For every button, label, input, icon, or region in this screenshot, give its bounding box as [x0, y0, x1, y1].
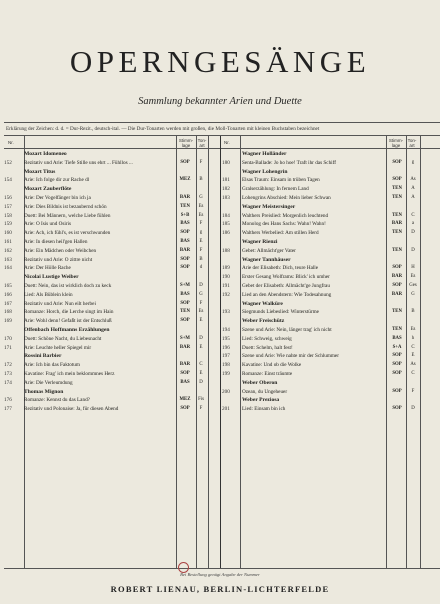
entry-number: 192: [222, 291, 230, 298]
entry-number: 183: [222, 194, 230, 201]
entry-title: Romanze: Horch, die Lerche singt im Hain: [24, 309, 114, 316]
entry-key: E: [199, 344, 203, 350]
left-number-header: Nr.: [8, 140, 14, 145]
entry-voice: BAS: [180, 238, 190, 244]
entry-key: As: [410, 362, 416, 368]
entry-key: A: [411, 194, 415, 200]
catalog-entry: [4, 247, 218, 256]
catalog-entry: [4, 212, 218, 221]
entry-key: Es: [198, 203, 204, 209]
opera-heading: [4, 273, 218, 282]
entry-number: 190: [222, 274, 230, 281]
entry-voice: TEN: [392, 309, 402, 315]
entry-number: 174: [4, 379, 12, 386]
entry-title: Lied an den Abendstern: Wie Todesahnung: [242, 291, 332, 298]
entry-title: Rezitativ und Polonaise: Ja, für diesen Abend: [24, 406, 119, 413]
catalog-entry: [222, 344, 436, 353]
entry-title: Arie der Elisabeth: Dich, teure Halle: [242, 265, 319, 272]
opera-heading: [222, 238, 436, 247]
catalog-entry: [4, 194, 218, 203]
entry-number: 194: [222, 326, 230, 333]
catalog-entry: [4, 291, 218, 300]
entry-title: Mozart Titus: [24, 168, 56, 175]
entry-voice: TEN: [392, 230, 402, 236]
entry-title: Arie: Ich folge dir zur Rache dl: [24, 177, 90, 184]
entry-key: G: [411, 291, 415, 297]
entry-key: E: [199, 318, 203, 324]
entry-voice: BAR: [179, 362, 191, 368]
catalog-entry: [222, 361, 436, 370]
entry-voice: MEZ: [179, 397, 191, 403]
top-rule: [4, 122, 440, 123]
entry-title: Elsas Traum: Einsam in trüben Tagen: [242, 177, 320, 184]
entry-title: Szene und Arie: Nein, länger trag' ich nicht: [242, 326, 332, 333]
catalog-entry: [222, 247, 436, 256]
entry-number: 170: [4, 335, 12, 342]
entry-title: Weber Preziosa: [242, 397, 280, 404]
entry-number: 199: [222, 370, 230, 377]
entry-title: Rezitativ und Arie: O zittre nicht: [24, 256, 93, 263]
catalog-entry: [222, 185, 436, 194]
catalog-entry: [4, 264, 218, 273]
entry-key: Es: [410, 274, 416, 280]
catalog-entry: [222, 405, 436, 414]
entry-number: 166: [4, 291, 12, 298]
entry-title: Duett: Bei Männern, welche Liebe fühlen: [24, 212, 111, 219]
catalog-entry: [4, 396, 218, 405]
catalog-entry: [4, 308, 218, 317]
bottom-rule: [4, 568, 440, 569]
opera-heading: [222, 317, 436, 326]
entry-title: Arie: Ich bin das Faktotum: [24, 362, 80, 369]
catalog-entry: [4, 344, 218, 353]
entry-title: Arie: Ein Mädchen oder Weibchen: [24, 247, 97, 254]
entry-title: Romanze: Kennst du das Land?: [24, 397, 90, 404]
opera-heading: [4, 150, 218, 159]
entry-key: h: [411, 335, 415, 341]
entry-voice: SOP: [180, 159, 190, 165]
entry-voice: SOP: [180, 318, 190, 324]
center-divider: [220, 136, 221, 568]
catalog-entry: [4, 176, 218, 185]
entry-title: Gebet der Elisabeth: Allmächt'ge Jungfrau: [242, 282, 330, 289]
entry-number: 158: [4, 212, 12, 219]
entry-key: E: [199, 370, 203, 376]
publisher-imprint: ROBERT LIENAU, BERLIN-LICHTERFELDE: [110, 584, 330, 594]
entry-number: 173: [4, 370, 12, 377]
entry-key: A: [411, 186, 415, 192]
entry-title: Weber Freischütz: [242, 318, 285, 325]
entry-title: Arie: Die Verleumdung: [24, 379, 73, 386]
left-voice-header: Stimm-lage: [178, 138, 194, 148]
entry-voice: SOP: [392, 159, 402, 165]
entry-title: Ozean, du Ungeheuer: [242, 388, 288, 395]
entry-title: Lied: Einsam bin ich: [242, 406, 286, 413]
entry-title: Nicolai Lustige Weiber: [24, 274, 79, 281]
entry-voice: BAS: [180, 221, 190, 227]
entry-voice: BAR: [391, 291, 403, 297]
entry-key: D: [411, 247, 415, 253]
catalog-entry: [222, 212, 436, 221]
opera-heading: [4, 326, 218, 335]
entry-number: 171: [4, 344, 12, 351]
entry-title: Mozart Zauberflöte: [24, 186, 72, 193]
entry-key: F: [411, 388, 415, 394]
entry-title: Wagner Rienzi: [242, 238, 278, 245]
entry-number: 176: [4, 397, 12, 404]
entry-number: 167: [4, 300, 12, 307]
catalog-entry: [4, 256, 218, 265]
right-number-header: Nr.: [224, 140, 230, 145]
entry-voice: BAS: [180, 379, 190, 385]
entry-key: F: [199, 406, 203, 412]
entry-key: d: [199, 265, 203, 271]
entry-key: C: [411, 212, 415, 218]
entry-key: Fis: [198, 397, 204, 403]
entry-key: F: [199, 300, 203, 306]
entry-key: F: [199, 247, 203, 253]
entry-number: 180: [222, 159, 230, 166]
catalog-entry: [4, 300, 218, 309]
catalog-entry: [222, 282, 436, 291]
opera-heading: [222, 379, 436, 388]
entry-number: 198: [222, 362, 230, 369]
catalog-entry: [4, 379, 218, 388]
entry-number: 196: [222, 344, 230, 351]
entry-title: Arie: O Isis und Osiris: [24, 221, 71, 228]
page-subtitle: Sammlung bekannter Arien und Duette: [138, 96, 302, 107]
opera-heading: [222, 300, 436, 309]
entry-number: 163: [4, 256, 12, 263]
opera-heading: [222, 168, 436, 177]
entry-number: 191: [222, 282, 230, 289]
entry-title: Arie: Ach, ich fühl's, es ist verschwunden: [24, 230, 111, 237]
entry-voice: BAR: [391, 221, 403, 227]
legend-rule: [4, 135, 440, 136]
entry-title: Lied: Schweig, schweig: [242, 335, 292, 342]
entry-key: Ges: [409, 282, 417, 288]
entry-key: D: [199, 282, 203, 288]
entry-voice: BAS: [180, 291, 190, 297]
entry-voice: SOP: [392, 282, 402, 288]
entry-voice: SOP: [180, 406, 190, 412]
entry-number: 164: [4, 265, 12, 272]
entry-title: Kavatine: Und ob die Wolke: [242, 362, 302, 369]
page-title: OPERNGESÄNGE: [69, 44, 371, 79]
entry-voice: BAR: [179, 247, 191, 253]
entry-title: Lied: Als Büblein klein: [24, 291, 73, 298]
entry-voice: SOP: [392, 353, 402, 359]
entry-key: D: [411, 230, 415, 236]
right-key-header: Ton-art: [407, 138, 417, 148]
entry-number: 162: [4, 247, 12, 254]
left-key-header: Ton-art: [197, 138, 207, 148]
legend-text: Erklärung der Zeichen: d. d. = Dur-Rezit., deutsch-ital. — Die Dur-Tonarten werden mit großen, die Moll-Tonarten mit kleinen Buchstaben bezeichnet: [6, 126, 320, 132]
entry-voice: SOP: [180, 300, 190, 306]
entry-title: Thomas Mignon: [24, 388, 64, 395]
entry-title: Mozart Idomeneo: [24, 151, 67, 157]
entry-title: Gebet: Allmächt'ger Vater: [242, 247, 296, 254]
catalog-entry: [222, 194, 436, 203]
entry-title: Wagner Meistersinger: [242, 203, 296, 210]
entry-title: Weber Oberon: [242, 379, 278, 386]
entry-title: Duett: Schelm, halt fest!: [242, 344, 293, 351]
catalog-entry: [4, 405, 218, 414]
catalog-entry: [4, 282, 218, 291]
entry-voice: SOP: [392, 406, 402, 412]
catalog-entry: [4, 335, 218, 344]
entry-title: Duett: Schöne Nacht, du Liebesnacht: [24, 335, 102, 342]
entry-voice: BAR: [179, 344, 191, 350]
entry-title: Wagner Walküre: [242, 300, 283, 307]
entry-title: Romanze: Einst träumte: [242, 370, 293, 377]
catalog-entry: [4, 317, 218, 326]
entry-number: 177: [4, 406, 12, 413]
entry-voice: SOP: [392, 362, 402, 368]
entry-key: F: [199, 159, 203, 165]
catalog-entry: [222, 352, 436, 361]
catalog-entry: [222, 388, 436, 397]
entry-title: Rezitativ und Arie: Nun eilt herbei: [24, 300, 96, 307]
entry-number: 156: [4, 194, 12, 201]
entry-number: 197: [222, 353, 230, 360]
entry-number: 165: [4, 282, 12, 289]
opera-heading: [4, 388, 218, 397]
entry-number: 200: [222, 388, 230, 395]
catalog-entry: [222, 273, 436, 282]
entry-title: Arie: Leuchte heller Spiegel mir: [24, 344, 92, 351]
entry-voice: TEN: [392, 194, 402, 200]
catalog-entry: [222, 308, 436, 317]
catalog-entry: [4, 220, 218, 229]
entry-voice: SOP: [180, 265, 190, 271]
entry-title: Kavatine: Frag' ich mein beklommnes Herz: [24, 370, 115, 377]
entry-voice: S+B: [180, 212, 190, 218]
entry-title: Monolog des Hans Sachs: Wahn! Wahn!: [242, 221, 326, 228]
entry-key: Es: [410, 326, 416, 332]
entry-key: g: [411, 159, 415, 165]
catalog-entry: [222, 291, 436, 300]
entry-voice: TEN: [392, 326, 402, 332]
catalog-entry: [4, 370, 218, 379]
entry-number: 189: [222, 265, 230, 272]
left-catalog-column: [4, 150, 218, 414]
catalog-entry: [222, 264, 436, 273]
entry-number: 186: [222, 230, 230, 237]
entry-title: Arie: Wohl denn! Gefaßt ist der Entschluß: [24, 318, 112, 325]
entry-title: Walthers Preislied: Morgenlich leuchtend: [242, 212, 329, 219]
entry-number: 154: [4, 177, 12, 184]
catalog-entry: [222, 370, 436, 379]
entry-key: Es: [198, 309, 204, 315]
entry-voice: SOP: [392, 177, 402, 183]
entry-number: 159: [4, 221, 12, 228]
entry-number: 201: [222, 406, 230, 413]
entry-number: 161: [4, 238, 12, 245]
entry-key: E: [199, 238, 203, 244]
entry-title: Arie: In diesen heil'gen Hallen: [24, 238, 88, 245]
entry-voice: SOP: [180, 230, 190, 236]
entry-voice: S+A: [392, 344, 402, 350]
entry-voice: BAR: [179, 194, 191, 200]
entry-title: Arie: Dies Bildnis ist bezaubernd schön: [24, 203, 107, 210]
entry-voice: TEN: [180, 203, 190, 209]
opera-heading: [4, 168, 218, 177]
entry-key: B: [411, 309, 415, 315]
entry-number: 188: [222, 247, 230, 254]
entry-key: g: [199, 230, 203, 236]
entry-number: 181: [222, 177, 230, 184]
entry-key: E: [411, 353, 415, 359]
entry-title: Wagner Holländer: [242, 151, 287, 157]
entry-title: Rossini Barbier: [24, 353, 62, 360]
entry-voice: BAS: [392, 335, 402, 341]
entry-key: D: [411, 406, 415, 412]
entry-voice: MEZ: [179, 177, 191, 183]
entry-voice: SOP: [180, 256, 190, 262]
entry-key: G: [199, 194, 203, 200]
opera-heading: [222, 396, 436, 405]
entry-number: 152: [4, 159, 12, 166]
opera-heading: [4, 185, 218, 194]
entry-number: 157: [4, 203, 12, 210]
opera-heading: [222, 203, 436, 212]
entry-key: Es: [198, 212, 204, 218]
entry-title: Erster Gesang Wolframs: Blick' ich umher: [242, 274, 330, 281]
catalog-entry: [222, 176, 436, 185]
entry-number: 172: [4, 362, 12, 369]
entry-voice: S+M: [180, 335, 190, 341]
entry-key: B: [199, 256, 203, 262]
entry-key: C: [199, 362, 203, 368]
entry-key: a: [411, 221, 415, 227]
right-catalog-column: [222, 150, 436, 414]
entry-title: Offenbach Hoffmanns Erzählungen: [24, 326, 110, 333]
entry-key: G: [199, 291, 203, 297]
catalog-entry: [4, 238, 218, 247]
entry-title: Walthers Werbelied: Am stillen Herd: [242, 230, 319, 237]
catalog-entry: [222, 229, 436, 238]
entry-title: Siegmunds Liebeslied: Winterstürme: [242, 309, 319, 316]
entry-title: Arie: Der Vogelfänger bin ich ja: [24, 194, 91, 201]
entry-number: 193: [222, 309, 230, 316]
catalog-entry: [4, 229, 218, 238]
opera-heading: [4, 352, 218, 361]
catalog-entry: [222, 220, 436, 229]
entry-voice: TEN: [392, 212, 402, 218]
catalog-entry: [222, 159, 436, 168]
opera-heading: [222, 256, 436, 265]
entry-key: As: [410, 177, 416, 183]
entry-title: Rezitativ und Arie: Tiefe Stille uns ehrt ... Fühllos ...: [24, 159, 133, 166]
entry-voice: SOP: [392, 388, 402, 394]
order-footnote: Bei Bestellung genügt Angabe der Nummer: [180, 572, 260, 577]
entry-title: Wagner Lohengrin: [242, 168, 288, 175]
entry-key: C: [411, 370, 415, 376]
entry-title: Szene und Arie: Wie nahte mir der Schlummer: [242, 353, 339, 360]
entry-title: Arie: Der Hölle Rache: [24, 265, 71, 272]
entry-title: Duett: Nein, das ist wirklich doch zu keck: [24, 282, 112, 289]
catalog-entry: [222, 326, 436, 335]
entry-title: Wagner Tannhäuser: [242, 256, 291, 263]
entry-number: 169: [4, 318, 12, 325]
entry-number: 182: [222, 186, 230, 193]
catalog-entry: [4, 159, 218, 168]
entry-voice: SOP: [392, 265, 402, 271]
entry-title: Senta-Ballade: Jo ho hoe! Traft ihr das Schiff: [242, 159, 336, 166]
entry-voice: SOP: [392, 370, 402, 376]
entry-key: F: [199, 221, 203, 227]
entry-title: Gralserzählung: In fernem Land: [242, 186, 309, 193]
header-rule: [4, 148, 440, 149]
entry-number: 168: [4, 309, 12, 316]
entry-voice: BAR: [391, 274, 403, 280]
entry-key: B: [199, 177, 203, 183]
catalog-entry: [4, 203, 218, 212]
entry-number: 160: [4, 230, 12, 237]
entry-number: 195: [222, 335, 230, 342]
catalog-entry: [222, 335, 436, 344]
entry-key: D: [199, 379, 203, 385]
entry-voice: TEN: [392, 186, 402, 192]
entry-number: 184: [222, 212, 230, 219]
right-voice-header: Stimm-lage: [388, 138, 404, 148]
entry-key: H: [411, 265, 415, 271]
entry-voice: TEN: [392, 247, 402, 253]
catalog-entry: [4, 361, 218, 370]
opera-heading: [222, 150, 436, 159]
entry-key: C: [411, 344, 415, 350]
entry-title: Lohengrins Abschied: Mein lieber Schwan: [242, 194, 331, 201]
entry-voice: SOP: [180, 370, 190, 376]
entry-voice: TEN: [180, 309, 190, 315]
entry-number: 185: [222, 221, 230, 228]
entry-key: D: [199, 335, 203, 341]
entry-voice: S+M: [180, 282, 190, 288]
